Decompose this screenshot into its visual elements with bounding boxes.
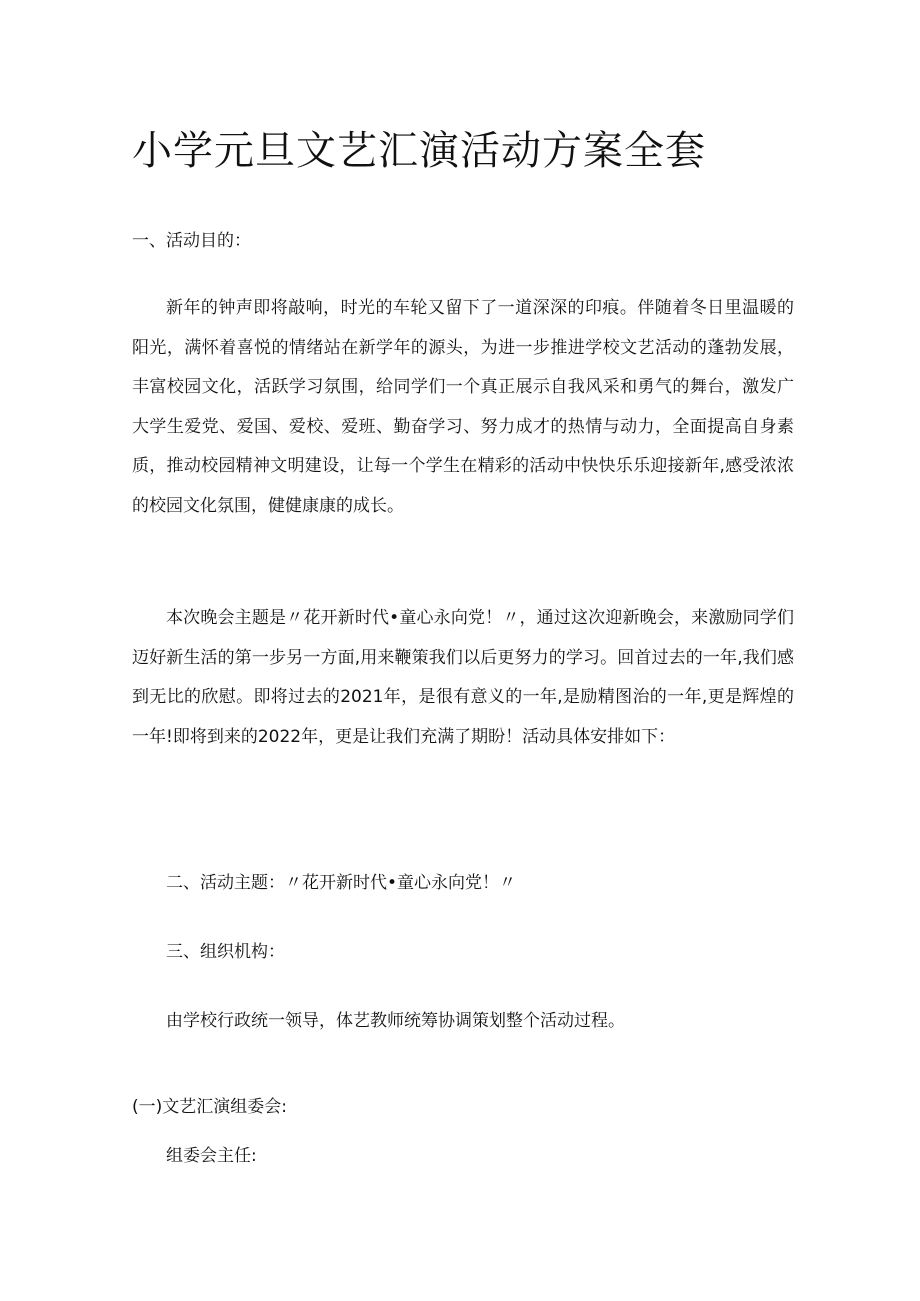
section-1-paragraph-1: 新年的钟声即将敲响，时光的车轮又留下了一道深深的印痕。伴随着冬日里温暖的阳光，满怀着喜悦的情绪站在新学年的源头，为进一步推进学校文艺活动的蓬勃发展，丰富校园文化，活跃学习氛围，给同学们一个真正展示自我风采和勇气的舞台，激发广大学生爱党、爱国、爱校、爱班、勤奋学习、努力成才的热情与动力，全面提高自身素质，推动校园精神文明建设，让每一个学生在精彩的活动中快快乐乐迎接新年,感受浓浓的校园文化氛围，健健康康的成长。 — [132, 298, 794, 516]
section-1-paragraph-2: 本次晚会主题是〃花开新时代•童心永向党！〃，通过这次迎新晚会，来激励同学们迈好新生活的第一步另一方面,用来鞭策我们以后更努力的学习。回首过去的一年,我们感到无比的欣慰。即将过去的2021年，是很有意义的一年,是励精图治的一年,更是辉煌的一年!即将到来的2022年，更是让我们充满了期盼！活动具体安排如下： — [132, 608, 794, 747]
committee-director-label: 组委会主任: — [166, 1146, 257, 1166]
section-3-paragraph: 由学校行政统一领导，体艺教师统筹协调策划整个活动过程。 — [166, 1011, 625, 1031]
section-1-heading: 一、活动目的： — [132, 231, 251, 251]
section-2-heading: 二、活动主题：〃花开新时代•童心永向党！〃 — [166, 873, 517, 893]
section-3-heading: 三、组织机构： — [166, 942, 285, 962]
document-title: 小学元旦文艺汇演活动方案全套 — [132, 128, 706, 174]
subsection-committee-heading: (一)文艺汇演组委会: — [132, 1097, 287, 1117]
